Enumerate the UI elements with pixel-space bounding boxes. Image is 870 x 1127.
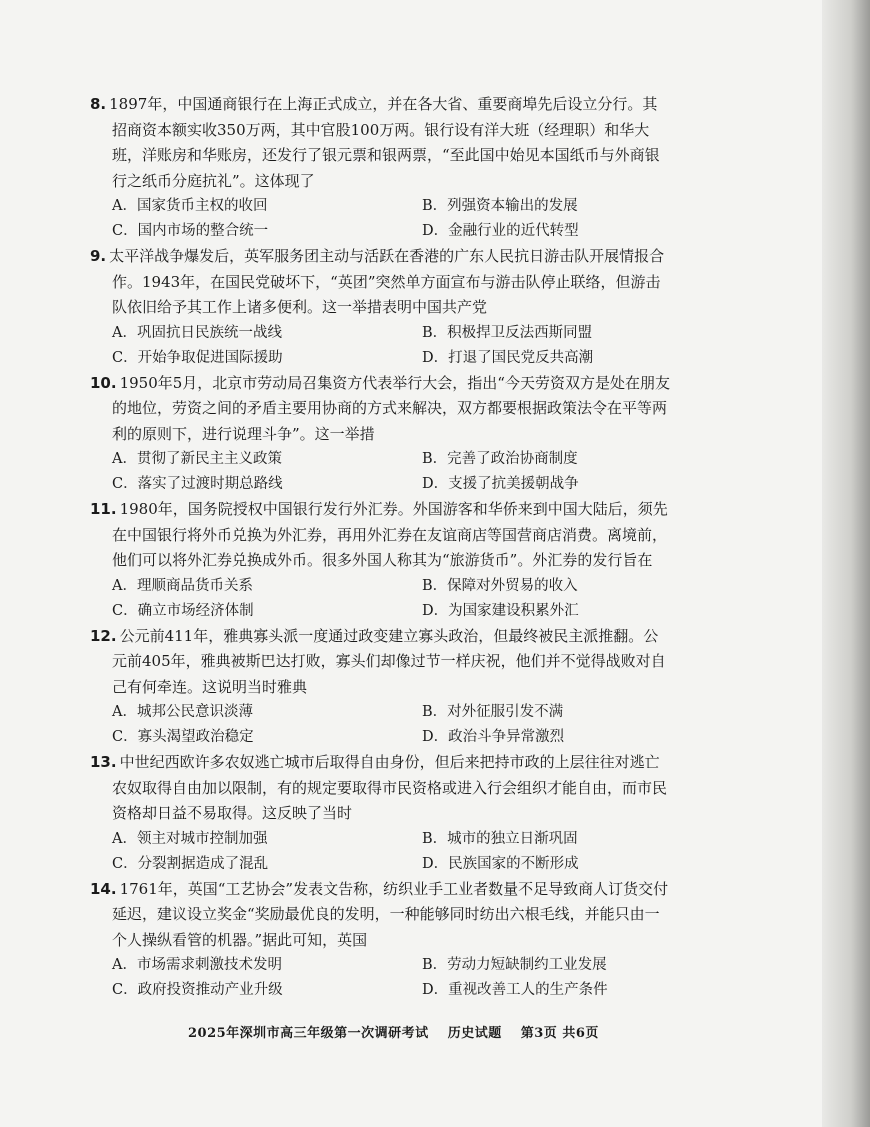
question-10 [90, 371, 672, 498]
answer-option-b: B．保障对外贸易的收入 [422, 577, 578, 594]
question-14 [90, 877, 672, 1004]
question-text: 公元前411年，雅典寡头派一度通过政变建立寡头政治，但最终被民主派推翻。公元前405年，雅典被斯巴达打败，寡头们却像过节一样庆祝，他们并不觉得战败对自己有何牵连。这说明当时雅典 [112, 626, 666, 696]
answer-option-a: A．国家货币主权的收回 [112, 198, 268, 214]
question-number: 8. [90, 95, 107, 113]
footer-page-number: 第3页 共6页 [520, 1026, 599, 1041]
answer-options [90, 447, 672, 497]
answer-option-b: B．列强资本输出的发展 [422, 198, 578, 214]
answer-option-b: B．完善了政治协商制度 [422, 451, 578, 467]
answer-option-d: D．支援了抗美援朝战争 [422, 476, 579, 492]
answer-options [90, 827, 672, 877]
answer-option-a: A．巩固抗日民族统一战线 [112, 324, 282, 341]
answer-options [90, 321, 672, 371]
answer-option-a: A．城邦公民意识淡薄 [112, 704, 253, 720]
question-12 [90, 624, 672, 751]
answer-option-d: D．政治斗争异常激烈 [422, 729, 565, 745]
question-number: 13. [90, 753, 117, 771]
page-edge-shadow [822, 0, 870, 1127]
answer-option-c: C．开始争取促进国际援助 [112, 349, 283, 366]
answer-option-c: C．政府投资推动产业升级 [112, 982, 283, 998]
answer-options [90, 574, 672, 624]
question-number: 11. [90, 500, 117, 518]
answer-option-c: C．落实了过渡时期总路线 [112, 476, 283, 492]
question-8 [90, 92, 672, 244]
answer-option-d: D．金融行业的近代转型 [422, 223, 579, 239]
answer-option-d: D．打退了国民党反共高潮 [422, 349, 594, 366]
answer-option-d: D．民族国家的不断形成 [422, 855, 579, 872]
question-stem [90, 497, 672, 574]
question-13 [90, 750, 672, 877]
question-11 [90, 497, 672, 624]
answer-option-b: B．对外征服引发不满 [422, 704, 564, 720]
question-text: 太平洋战争爆发后，英军服务团主动与活跃在香港的广东人民抗日游击队开展情报合作。1943年，在国民党破坏下，“英团”突然单方面宣布与游击队停止联络，但游击队依旧给予其工作上诸多便利。这一举措表明中国共产党 [109, 247, 665, 316]
answer-options [90, 194, 672, 244]
page-footer [188, 1022, 613, 1041]
exam-page [90, 92, 672, 1003]
answer-option-d: D．重视改善工人的生产条件 [422, 982, 608, 998]
question-text: 1980年，国务院授权中国银行发行外汇券。外国游客和华侨来到中国大陆后，须先在中国银行将外币兑换为外汇券，再用外汇券在友谊商店等国营商店消费。离境前，他们可以将外汇券兑换成外币。很多外国人称其为“旅游货币”。外汇券的发行旨在 [112, 500, 668, 569]
answer-option-b: B．积极捍卫反法西斯同盟 [422, 324, 593, 341]
answer-option-c: C．寡头渴望政治稳定 [112, 729, 254, 745]
answer-option-b: B．劳动力短缺制约工业发展 [422, 957, 607, 973]
answer-option-a: A．市场需求刺激技术发明 [112, 957, 282, 973]
question-stem [90, 371, 672, 448]
answer-options [90, 700, 672, 750]
question-text: 1897年，中国通商银行在上海正式成立，并在各大省、重要商埠先后设立分行。其招商资本额实收350万两，其中官股100万两。银行设有洋大班（经理职）和华大班，洋账房和华账房，还发行了银元票和银两票，“至此国中始见本国纸币与外商银行之纸币分庭抗礼”。这体现了 [109, 95, 660, 190]
answer-option-d: D．为国家建设积累外汇 [422, 602, 579, 619]
question-stem [90, 624, 672, 701]
answer-option-a: A．领主对城市控制加强 [112, 830, 268, 847]
question-stem [90, 750, 672, 827]
answer-options [90, 953, 672, 1003]
question-number: 12. [90, 626, 117, 645]
answer-option-a: A．理顺商品货币关系 [112, 577, 253, 594]
question-number: 10. [90, 373, 117, 392]
question-stem [90, 92, 672, 194]
question-stem [90, 244, 672, 321]
question-text: 1761年，英国“工艺协会”发表文告称，纺织业手工业者数量不足导致商人订货交付延迟，建议设立奖金“奖励最优良的发明，一种能够同时纺出六根毛线，并能只由一个人操纵看管的机器。”据此可知，英国 [112, 879, 669, 949]
question-9 [90, 244, 672, 371]
footer-subject: 历史试题 [447, 1026, 502, 1041]
answer-option-a: A．贯彻了新民主主义政策 [112, 451, 282, 467]
question-stem [90, 877, 672, 954]
answer-option-c: C．国内市场的整合统一 [112, 223, 269, 239]
answer-option-b: B．城市的独立日渐巩固 [422, 830, 578, 847]
question-text: 1950年5月，北京市劳动局召集资方代表举行大会，指出“今天劳资双方是处在朋友的地位，劳资之间的矛盾主要用协商的方式来解决，双方都要根据政策法令在平等两利的原则下，进行说理斗争”。这一举措 [112, 373, 670, 443]
answer-option-c: C．分裂割据造成了混乱 [112, 855, 269, 872]
answer-option-c: C．确立市场经济体制 [112, 602, 254, 619]
question-number: 14. [90, 879, 117, 898]
question-text: 中世纪西欧许多农奴逃亡城市后取得自由身份，但后来把持市政的上层往往对逃亡农奴取得自由加以限制，有的规定要取得市民资格或进入行会组织才能自由，而市民资格却日益不易取得。这反映了当时 [112, 753, 668, 822]
question-number: 9. [90, 247, 107, 265]
footer-exam-title: 2025年深圳市高三年级第一次调研考试 [188, 1026, 429, 1041]
